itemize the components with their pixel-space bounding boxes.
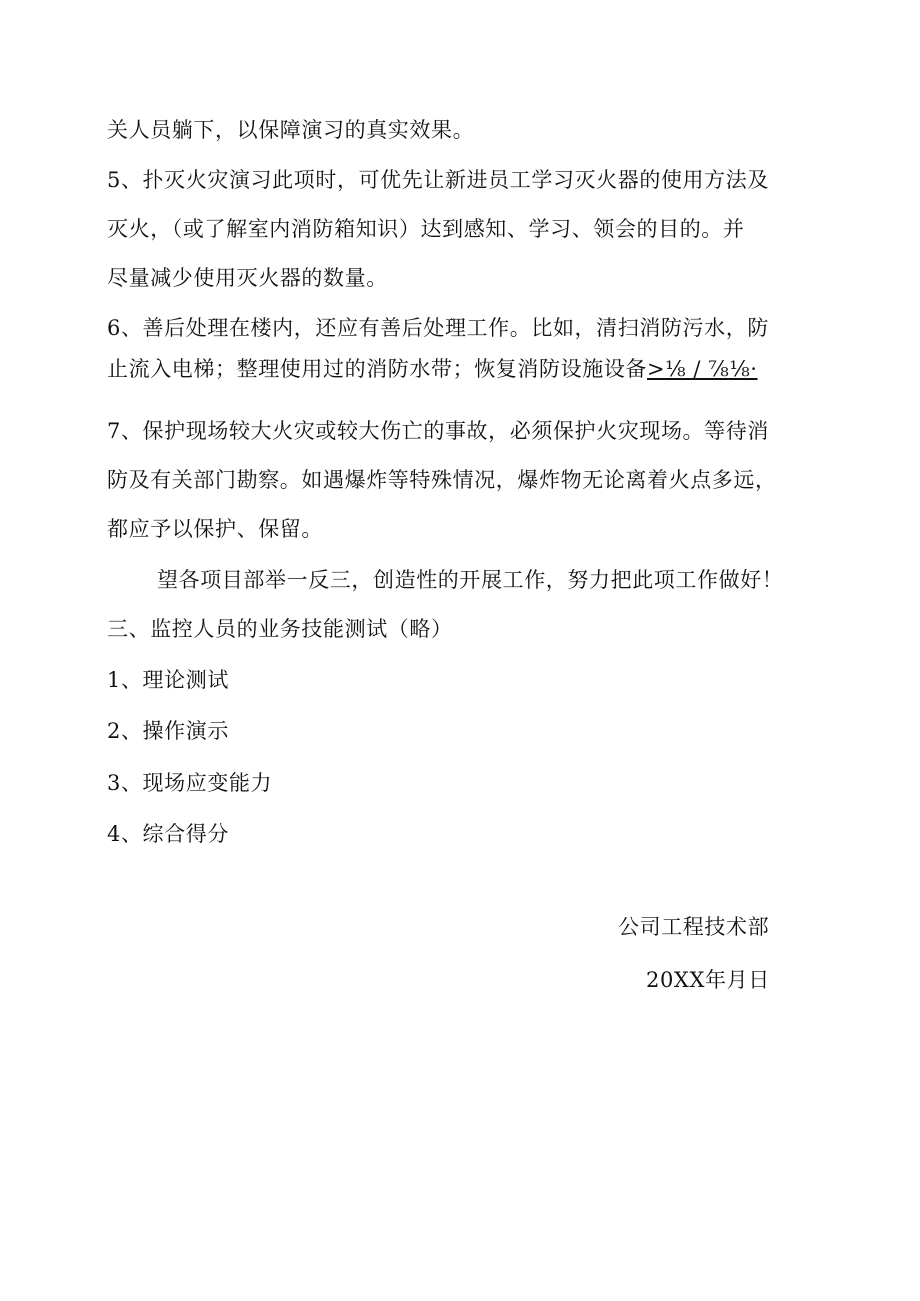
list-item: 3、现场应变能力 [107, 771, 273, 795]
paragraph-line: 防及有关部门勘察。如遇爆炸等特殊情况，爆炸物无论离着火点多远， [107, 468, 777, 492]
paragraph-line: 尽量减少使用灭火器的数量。 [107, 266, 388, 290]
garbled-text: >⅛ / ⅞⅛· [647, 357, 758, 381]
paragraph-line: 都应予以保护、保留。 [107, 517, 323, 541]
list-item: 1、理论测试 [107, 668, 229, 692]
paragraph-line: 关人员躺下，以保障演习的真实效果。 [107, 118, 475, 142]
paragraph-line: 5、扑灭火灾演习此项时，可优先让新进员工学习灭火器的使用方法及 [107, 168, 769, 192]
closing-remark: 望各项目部举一反三，创造性的开展工作，努力把此项工作做好！ [157, 568, 784, 592]
section-heading: 三、监控人员的业务技能测试（略） [107, 617, 453, 641]
paragraph-line-text: 止流入电梯；整理使用过的消防水带；恢复消防设施设备 [107, 357, 647, 381]
signature-department: 公司工程技术部 [618, 915, 770, 939]
list-item: 4、综合得分 [107, 822, 229, 846]
paragraph-line-with-garble [107, 356, 758, 382]
signature-date: 20XX年月日 [646, 968, 770, 992]
paragraph-line: 7、保护现场较大火灾或较大伤亡的事故，必须保护火灾现场。等待消 [107, 419, 769, 443]
paragraph-line: 灭火，（或了解室内消防箱知识）达到感知、学习、领会的目的。并 [107, 217, 745, 241]
list-item: 2、操作演示 [107, 719, 229, 743]
paragraph-line: 6、善后处理在楼内，还应有善后处理工作。比如，清扫消防污水，防 [107, 316, 769, 340]
